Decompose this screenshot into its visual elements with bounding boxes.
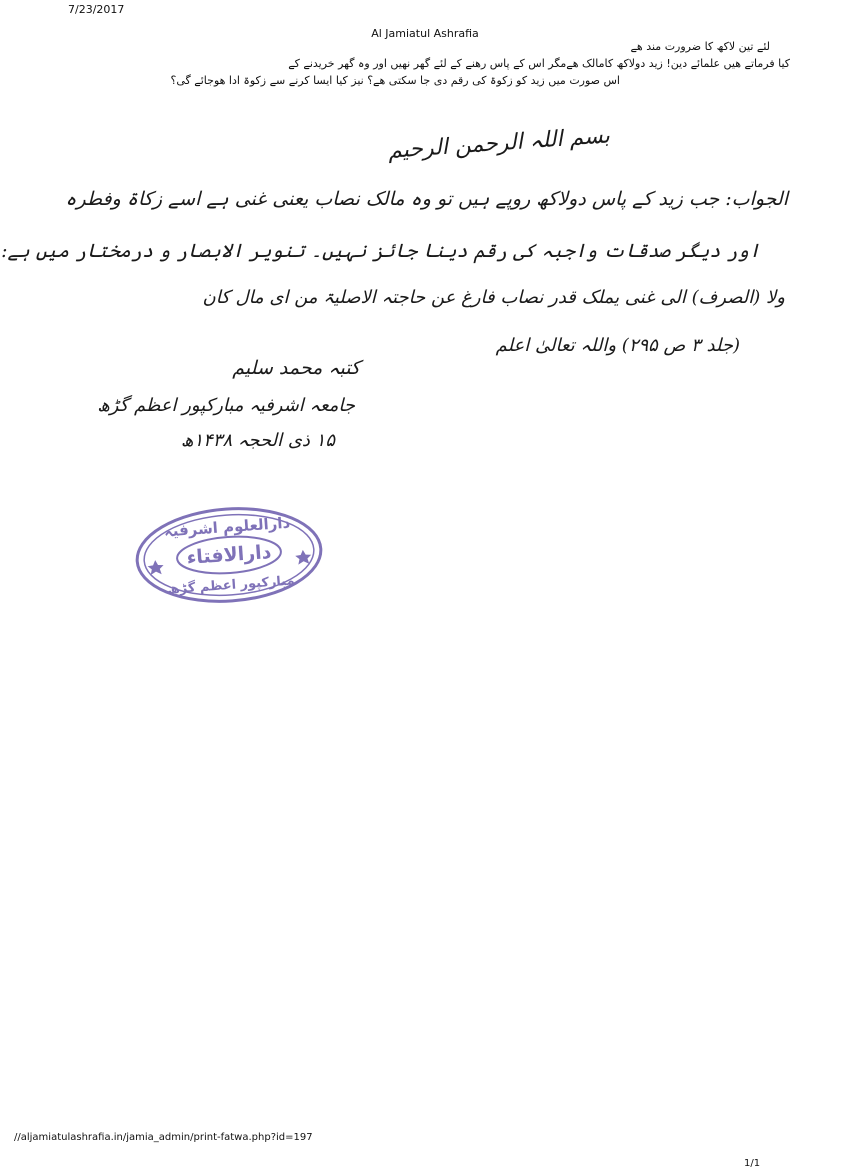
question-line: لئے تین لاکھ کا ضرورت مند ھے [630, 40, 770, 53]
stamp-bottom-text: مبارکپور اعظم گڑھ [167, 573, 296, 598]
darul-ifta-stamp [130, 498, 329, 611]
answer-line: ولا (الصرف) الی غنی یملک قدر نصاب فارغ عن حاجتہ الاصلیۃ من ای مال کان [202, 287, 785, 308]
page-number: 1/1 [744, 1158, 761, 1169]
site-title: Al Jamiatul Ashrafia [371, 27, 479, 40]
bismillah-heading: بسم اللہ الرحمن الرحیم [387, 123, 611, 164]
question-line: کیا فرماتے ھیں علمائے دین! زید دولاکھ کامالک ھےمگر اس کے پاس رھنے کے لئے گھر نھیں اور وہ گھر خریدنے کے [288, 57, 790, 70]
stamp-top-text: دارالعلوم اشرفیہ [163, 513, 291, 541]
answer-line: الجواب: جب زید کے پاس دولاکھ روپے ہیں تو وہ مالک نصاب یعنی غنی ہے اسے زکاۃ وفطرہ [65, 188, 788, 210]
question-line: اس صورت میں زید کو زکوۃ کی رقم دی جا سکتی ھے؟ نیز کیا ایسا کرنے سے زکوۃ ادا ھوجائے گی؟ [170, 74, 620, 87]
answer-line: اور دیگر صدقات واجبہ کی رقم دینا جائز نہیں۔ تنویر الابصار و درمختار میں ہے: [1, 240, 760, 262]
signature-institution: جامعہ اشرفیہ مبارکپور اعظم گڑھ [97, 395, 355, 416]
answer-reference: (جلد ۳ ص ۲۹۵) واللہ تعالیٰ اعلم [495, 335, 740, 356]
print-date: 7/23/2017 [68, 3, 125, 16]
question-text [60, 38, 790, 89]
footer-url: //aljamiatulashrafia.in/jamia_admin/print-fatwa.php?id=197 [14, 1132, 313, 1143]
stamp-center-text: دارالافتاء [185, 541, 273, 569]
signature-date: ۱۵ ذی الحجہ ۱۴۳۸ھ [180, 430, 335, 451]
signature-name: کتبہ محمد سلیم [232, 357, 360, 379]
